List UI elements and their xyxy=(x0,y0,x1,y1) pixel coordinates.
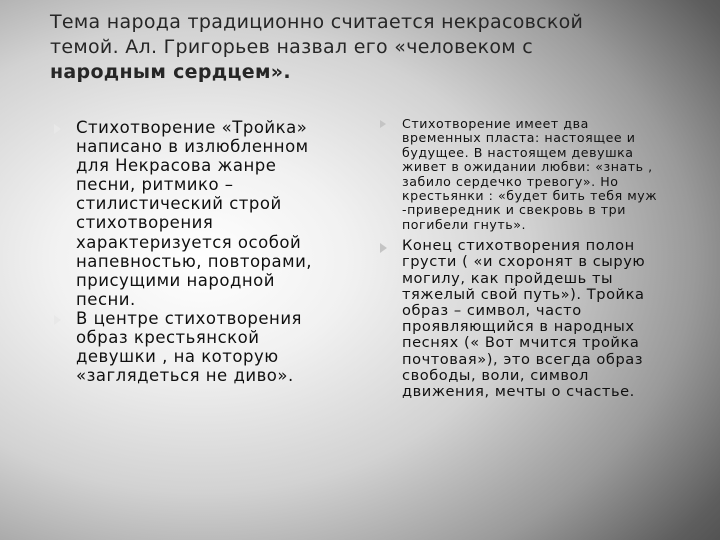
bullet-text xyxy=(76,118,344,309)
text-line: характеризуется особой xyxy=(76,232,302,252)
triangle-bullet-icon xyxy=(380,243,387,253)
text-line: В центре стихотворения xyxy=(76,308,302,328)
text-line: тяжелый свой путь»). Тройка xyxy=(402,285,645,303)
text-line: будущее. В настоящем девушка xyxy=(402,144,634,160)
bullet-text xyxy=(402,117,700,232)
text-line: забило сердечко тревогу». Но xyxy=(402,173,619,189)
text-line: песнях (« Вот мчится тройка xyxy=(402,334,640,352)
text-line: напевностью, повторами, xyxy=(76,251,313,271)
bullet-text xyxy=(402,238,700,400)
title-line: темой. Ал. Григорьев назвал его «человеком с xyxy=(50,36,533,58)
text-line: «заглядеться не диво». xyxy=(76,366,294,386)
text-line: могилу, как пройдешь ты xyxy=(402,269,614,287)
triangle-bullet-icon xyxy=(54,315,61,325)
text-line: присущими народной xyxy=(76,270,275,290)
text-line: погибели гнуть». xyxy=(402,216,527,232)
text-line: Конец стихотворения полон xyxy=(402,237,635,255)
title-line: Тема народа традиционно считается некрасовской xyxy=(50,11,584,33)
text-line: -привередник и свекровь в три xyxy=(402,202,626,218)
slide-title xyxy=(50,10,690,85)
text-line: девушки , на которую xyxy=(76,347,279,367)
text-line: образ крестьянской xyxy=(76,328,260,348)
text-line: почтовая»), это всегда образ xyxy=(402,350,644,368)
bullet-text xyxy=(76,309,344,385)
triangle-bullet-icon xyxy=(380,120,386,128)
bullet-item xyxy=(380,117,700,232)
text-line: Стихотворение «Тройка» xyxy=(76,118,308,137)
text-line: грусти ( «и схоронят в сырую xyxy=(402,253,646,271)
right-column xyxy=(380,117,700,400)
title-line: народным сердцем». xyxy=(50,61,291,83)
bullet-item xyxy=(54,118,344,309)
text-line: для Некрасова жанре xyxy=(76,156,277,176)
text-line: проявляющийся в народных xyxy=(402,318,635,336)
text-line: песни, ритмико – xyxy=(76,175,234,195)
text-line: стилистический строй xyxy=(76,194,282,214)
text-line: движения, мечты о счастье. xyxy=(402,383,635,401)
text-line: написано в излюбленном xyxy=(76,137,309,157)
text-line: живет в ожидании любви: «знать , xyxy=(402,159,653,175)
text-line: Стихотворение имеет два xyxy=(402,116,589,131)
text-line: стихотворения xyxy=(76,213,214,233)
bullet-item xyxy=(54,309,344,385)
bullet-item xyxy=(380,238,700,400)
left-column xyxy=(54,118,344,385)
text-line: песни. xyxy=(76,289,136,309)
text-line: крестьянки : «будет бить тебя муж xyxy=(402,188,658,204)
text-line: временных пласта: настоящее и xyxy=(402,130,636,146)
text-line: свободы, воли, символ xyxy=(402,366,589,384)
text-line: образ – символ, часто xyxy=(402,302,582,320)
triangle-bullet-icon xyxy=(54,124,61,134)
